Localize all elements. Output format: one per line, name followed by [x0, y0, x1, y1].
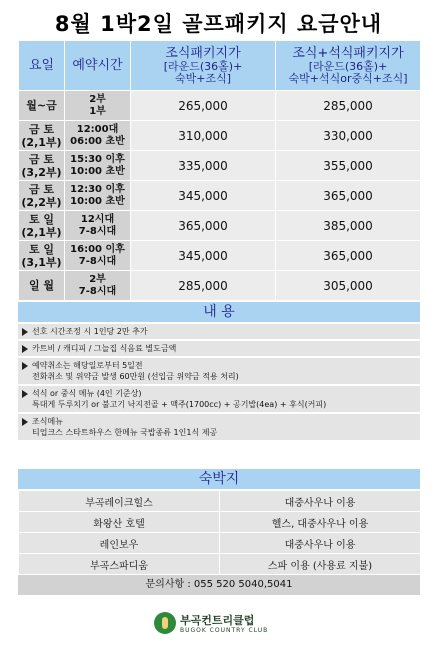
price-pkg1: 335,000	[131, 151, 276, 181]
price-pkg1: 265,000	[131, 91, 276, 121]
table-row	[19, 91, 421, 121]
time-cell	[65, 151, 131, 181]
time-line: 2부	[89, 93, 106, 105]
bullet-icon	[22, 328, 28, 336]
header-pkg1-detail-2: 숙박+조식]	[174, 72, 231, 85]
bullet-icon	[22, 390, 28, 398]
price-table	[18, 40, 421, 301]
logo-english-name: BUGOK COUNTRY CLUB	[180, 627, 269, 634]
price-pkg2: 330,000	[276, 121, 421, 151]
time-line: 16:00 이후	[70, 243, 125, 255]
list-item	[18, 324, 420, 339]
time-cell	[65, 241, 131, 271]
bullet-icon	[22, 345, 28, 353]
time-line: 06:00 초반	[70, 135, 125, 147]
day-line: (2,2부)	[21, 195, 62, 209]
day-cell	[19, 211, 65, 241]
note-text: 카트비 / 캐디피 / 그늘집 식음료 별도금액	[32, 344, 177, 353]
header-time: 예약시간	[65, 41, 131, 91]
lodging-amenity: 헬스, 대중사우나 이용	[220, 512, 421, 533]
lodging-name: 부곡스파디움	[19, 554, 220, 575]
price-pkg2: 365,000	[276, 241, 421, 271]
price-pkg1: 345,000	[131, 181, 276, 211]
day-line: 토 일	[28, 212, 55, 226]
header-day: 요일	[19, 41, 65, 91]
list-item	[18, 341, 420, 356]
time-line: 10:00 초반	[70, 195, 125, 207]
table-row	[19, 533, 421, 554]
note-text: 조식메뉴	[32, 417, 63, 426]
day-line: 일 월	[28, 279, 55, 292]
header-pkg2-detail-2: 숙박+석식or중식+조식]	[288, 72, 408, 85]
price-pkg2: 365,000	[276, 181, 421, 211]
note-text: 석식 or 중식 메뉴 (4인 기준상)	[32, 389, 142, 398]
table-row	[19, 271, 421, 301]
lodging-amenity: 대중사우나 이용	[220, 491, 421, 512]
day-cell	[19, 151, 65, 181]
lodging-name: 레인보우	[19, 533, 220, 554]
time-line: 10:00 초반	[70, 165, 125, 177]
price-pkg1: 310,000	[131, 121, 276, 151]
time-line: 7-8시대	[78, 225, 117, 237]
time-line: 15:30 이후	[70, 153, 125, 165]
table-row	[19, 554, 421, 575]
day-line: (2,1부)	[21, 225, 62, 239]
price-pkg1: 365,000	[131, 211, 276, 241]
note-text: 예약취소는 해당일로부터 5일전	[32, 361, 143, 370]
time-cell	[65, 121, 131, 151]
note-subtext: 전화취소 및 위약금 발생 60만원 (선입금 위약금 적용 처리)	[32, 372, 239, 381]
lodging-amenity: 스파 이용 (사용료 지불)	[220, 554, 421, 575]
day-line: 토 일	[28, 242, 55, 256]
note-subtext: 특대게 두루치기 or 불고기 낙지전골 + 맥주(1700cc) + 공기밥(4ea) + 후식(커피)	[32, 400, 327, 409]
table-row	[19, 121, 421, 151]
lodging-table	[18, 490, 421, 575]
day-cell	[19, 121, 65, 151]
list-item	[18, 358, 420, 384]
time-cell	[65, 211, 131, 241]
time-line: 7-8시대	[78, 285, 117, 297]
list-item	[18, 386, 420, 412]
content-section-header: 내 용	[18, 302, 420, 322]
lodging-section-header: 숙박지	[18, 469, 420, 489]
day-cell	[19, 271, 65, 301]
day-cell	[19, 241, 65, 271]
contact-info: 문의사항 : 055 520 5040,5041	[18, 575, 420, 595]
club-logo	[150, 610, 290, 640]
header-pkg2-title: 조식+석식패키지가	[292, 46, 404, 61]
lodging-name: 화왕산 호텔	[19, 512, 220, 533]
note-subtext: 티업크스 스타트하우스 한메뉴 국밥종류 1인1식 제공	[32, 428, 218, 437]
header-pkg2-detail-1: [라운드(36홀)+	[308, 60, 388, 73]
table-row	[19, 181, 421, 211]
lodging-name: 부곡레이크힐스	[19, 491, 220, 512]
day-line: 월~금	[26, 99, 57, 112]
time-line: 2부	[89, 273, 106, 285]
lodging-amenity: 대중사우나 이용	[220, 533, 421, 554]
header-pkg1	[131, 41, 276, 91]
table-row	[19, 512, 421, 533]
header-pkg1-title: 조식패키지가	[165, 46, 241, 61]
day-line: (2,1부)	[21, 135, 62, 149]
time-line: 12시대	[80, 213, 115, 225]
header-pkg2	[276, 41, 421, 91]
time-cell	[65, 91, 131, 121]
day-line: (3,2부)	[21, 165, 62, 179]
list-item	[18, 414, 420, 440]
table-row	[19, 491, 421, 512]
notes-list	[18, 324, 420, 442]
header-pkg1-detail-1: [라운드(36홀)+	[163, 60, 243, 73]
table-row	[19, 151, 421, 181]
price-pkg2: 305,000	[276, 271, 421, 301]
bullet-icon	[22, 418, 28, 426]
day-line: 금 토	[28, 152, 55, 166]
table-row	[19, 211, 421, 241]
day-cell	[19, 181, 65, 211]
price-pkg2: 285,000	[276, 91, 421, 121]
time-line: 1부	[89, 105, 106, 117]
table-row	[19, 241, 421, 271]
day-line: 금 토	[28, 182, 55, 196]
price-pkg2: 385,000	[276, 211, 421, 241]
club-emblem-icon	[154, 612, 176, 634]
page-title: 8월 1박2일 골프패키지 요금안내	[54, 12, 383, 36]
time-cell	[65, 181, 131, 211]
time-line: 12:30 이후	[70, 183, 125, 195]
logo-name: 부곡컨트리클럽	[180, 614, 255, 627]
note-text: 선호 시간조정 시 1인당 2만 추가	[32, 327, 148, 336]
time-cell	[65, 271, 131, 301]
time-line: 7-8시대	[78, 255, 117, 267]
price-pkg1: 285,000	[131, 271, 276, 301]
price-pkg1: 345,000	[131, 241, 276, 271]
price-pkg2: 355,000	[276, 151, 421, 181]
time-line: 12:00대	[76, 123, 119, 135]
day-line: 금 토	[28, 122, 55, 136]
bullet-icon	[22, 362, 28, 370]
day-line: (3,1부)	[21, 255, 62, 269]
day-cell	[19, 91, 65, 121]
